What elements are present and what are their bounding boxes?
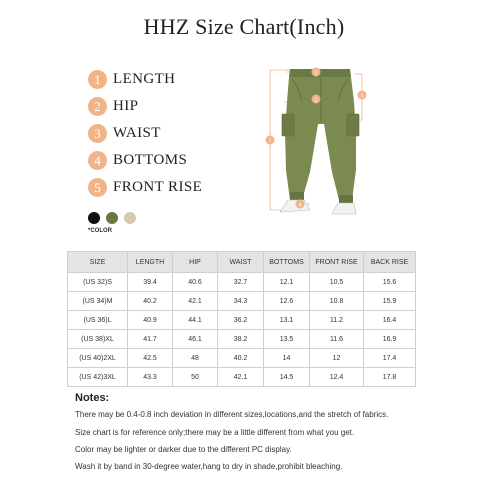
number-badge: 5 bbox=[88, 178, 107, 197]
cell-back-rise: 17.4 bbox=[364, 349, 416, 368]
cell-back-rise: 15.6 bbox=[364, 273, 416, 292]
table-row bbox=[68, 292, 416, 311]
cell-waist: 34.3 bbox=[218, 292, 264, 311]
marker-hip bbox=[312, 95, 321, 104]
legend-label: WAIST bbox=[113, 125, 161, 141]
measurement-legend bbox=[88, 66, 202, 201]
cell-bottoms: 13.1 bbox=[264, 311, 310, 330]
cell-size: (US 42)3XL bbox=[68, 368, 128, 387]
cell-length: 41.7 bbox=[128, 330, 173, 349]
legend-item-length bbox=[88, 66, 202, 93]
legend-item-waist bbox=[88, 120, 202, 147]
marker-length bbox=[266, 136, 275, 145]
table-header-row bbox=[68, 252, 416, 273]
color-swatch-black[interactable] bbox=[88, 212, 100, 224]
cell-back-rise: 16.4 bbox=[364, 311, 416, 330]
note-line: Color may be lighter or darker due to the different PC display. bbox=[75, 445, 292, 454]
cell-back-rise: 15.9 bbox=[364, 292, 416, 311]
pants-body bbox=[285, 77, 356, 204]
header-front-rise: FRONT RISE bbox=[310, 252, 364, 273]
header-back-rise: BACK RISE bbox=[364, 252, 416, 273]
legend-item-hip bbox=[88, 93, 202, 120]
cell-size: (US 38)XL bbox=[68, 330, 128, 349]
cell-hip: 46.1 bbox=[173, 330, 218, 349]
cell-hip: 50 bbox=[173, 368, 218, 387]
cell-size: (US 36)L bbox=[68, 311, 128, 330]
right-cuff bbox=[339, 195, 353, 203]
cell-front-rise: 11.6 bbox=[310, 330, 364, 349]
cell-size: (US 40)2XL bbox=[68, 349, 128, 368]
note-line: Wash it by band in 30-degree water,hang to dry in shade,prohibit bleaching. bbox=[75, 462, 343, 471]
cell-front-rise: 11.2 bbox=[310, 311, 364, 330]
cell-length: 40.9 bbox=[128, 311, 173, 330]
left-cargo-pocket bbox=[282, 114, 294, 136]
legend-label: BOTTOMS bbox=[113, 152, 188, 168]
note-line: There may be 0.4-0.8 inch deviation in different sizes,locations,and the stretch of fabrics. bbox=[75, 410, 389, 419]
marker-waist bbox=[312, 68, 321, 77]
svg-text:1: 1 bbox=[268, 137, 272, 145]
right-shoe bbox=[332, 203, 356, 214]
cell-hip: 44.1 bbox=[173, 311, 218, 330]
cell-bottoms: 14.5 bbox=[264, 368, 310, 387]
color-label: *COLOR bbox=[88, 228, 112, 234]
cell-hip: 48 bbox=[173, 349, 218, 368]
right-cargo-pocket bbox=[347, 114, 359, 136]
cell-front-rise: 10.8 bbox=[310, 292, 364, 311]
cell-bottoms: 13.5 bbox=[264, 330, 310, 349]
header-size: SIZE bbox=[68, 252, 128, 273]
svg-text:2: 2 bbox=[314, 96, 318, 104]
cell-bottoms: 12.1 bbox=[264, 273, 310, 292]
cell-front-rise: 12.4 bbox=[310, 368, 364, 387]
color-swatch-green[interactable] bbox=[106, 212, 118, 224]
cell-front-rise: 10.5 bbox=[310, 273, 364, 292]
left-shoe bbox=[280, 200, 310, 212]
header-hip: HIP bbox=[173, 252, 218, 273]
notes-title: Notes: bbox=[75, 392, 110, 404]
cell-waist: 40.2 bbox=[218, 349, 264, 368]
color-swatch-khaki[interactable] bbox=[124, 212, 136, 224]
cell-length: 42.5 bbox=[128, 349, 173, 368]
legend-label: HIP bbox=[113, 98, 139, 114]
svg-text:4: 4 bbox=[298, 201, 302, 209]
legend-item-front-rise bbox=[88, 174, 202, 201]
cell-length: 40.2 bbox=[128, 292, 173, 311]
svg-text:5: 5 bbox=[360, 92, 364, 100]
svg-text:3: 3 bbox=[314, 69, 318, 77]
marker-bottoms bbox=[296, 200, 305, 209]
table-row bbox=[68, 311, 416, 330]
left-cuff bbox=[290, 192, 304, 200]
legend-label: FRONT RISE bbox=[113, 179, 203, 195]
cell-front-rise: 12 bbox=[310, 349, 364, 368]
marker-front-rise bbox=[358, 91, 367, 100]
cell-hip: 40.6 bbox=[173, 273, 218, 292]
cell-length: 43.3 bbox=[128, 368, 173, 387]
header-length: LENGTH bbox=[128, 252, 173, 273]
header-waist: WAIST bbox=[218, 252, 264, 273]
cell-length: 39.4 bbox=[128, 273, 173, 292]
note-line: Size chart is for reference only;there may be a little different from what you get. bbox=[75, 428, 355, 437]
cell-size: (US 32)S bbox=[68, 273, 128, 292]
cell-back-rise: 16.9 bbox=[364, 330, 416, 349]
size-chart-table bbox=[67, 251, 416, 387]
cell-waist: 36.2 bbox=[218, 311, 264, 330]
cell-size: (US 34)M bbox=[68, 292, 128, 311]
cell-waist: 38.2 bbox=[218, 330, 264, 349]
legend-label: LENGTH bbox=[113, 71, 176, 87]
cell-bottoms: 12.6 bbox=[264, 292, 310, 311]
table-row bbox=[68, 330, 416, 349]
table-row bbox=[68, 349, 416, 368]
cell-hip: 42.1 bbox=[173, 292, 218, 311]
pants-illustration bbox=[262, 62, 382, 234]
table-row bbox=[68, 368, 416, 387]
page-title: HHZ Size Chart(Inch) bbox=[143, 14, 345, 39]
cell-waist: 32.7 bbox=[218, 273, 264, 292]
number-badge: 3 bbox=[88, 124, 107, 143]
pants-figure bbox=[262, 62, 382, 234]
cell-bottoms: 14 bbox=[264, 349, 310, 368]
cell-waist: 42.1 bbox=[218, 368, 264, 387]
cell-back-rise: 17.8 bbox=[364, 368, 416, 387]
legend-item-bottoms bbox=[88, 147, 202, 174]
table-row bbox=[68, 273, 416, 292]
header-bottoms: BOTTOMS bbox=[264, 252, 310, 273]
color-swatches bbox=[88, 212, 136, 224]
number-badge: 4 bbox=[88, 151, 107, 170]
number-badge: 2 bbox=[88, 97, 107, 116]
number-badge: 1 bbox=[88, 70, 107, 89]
